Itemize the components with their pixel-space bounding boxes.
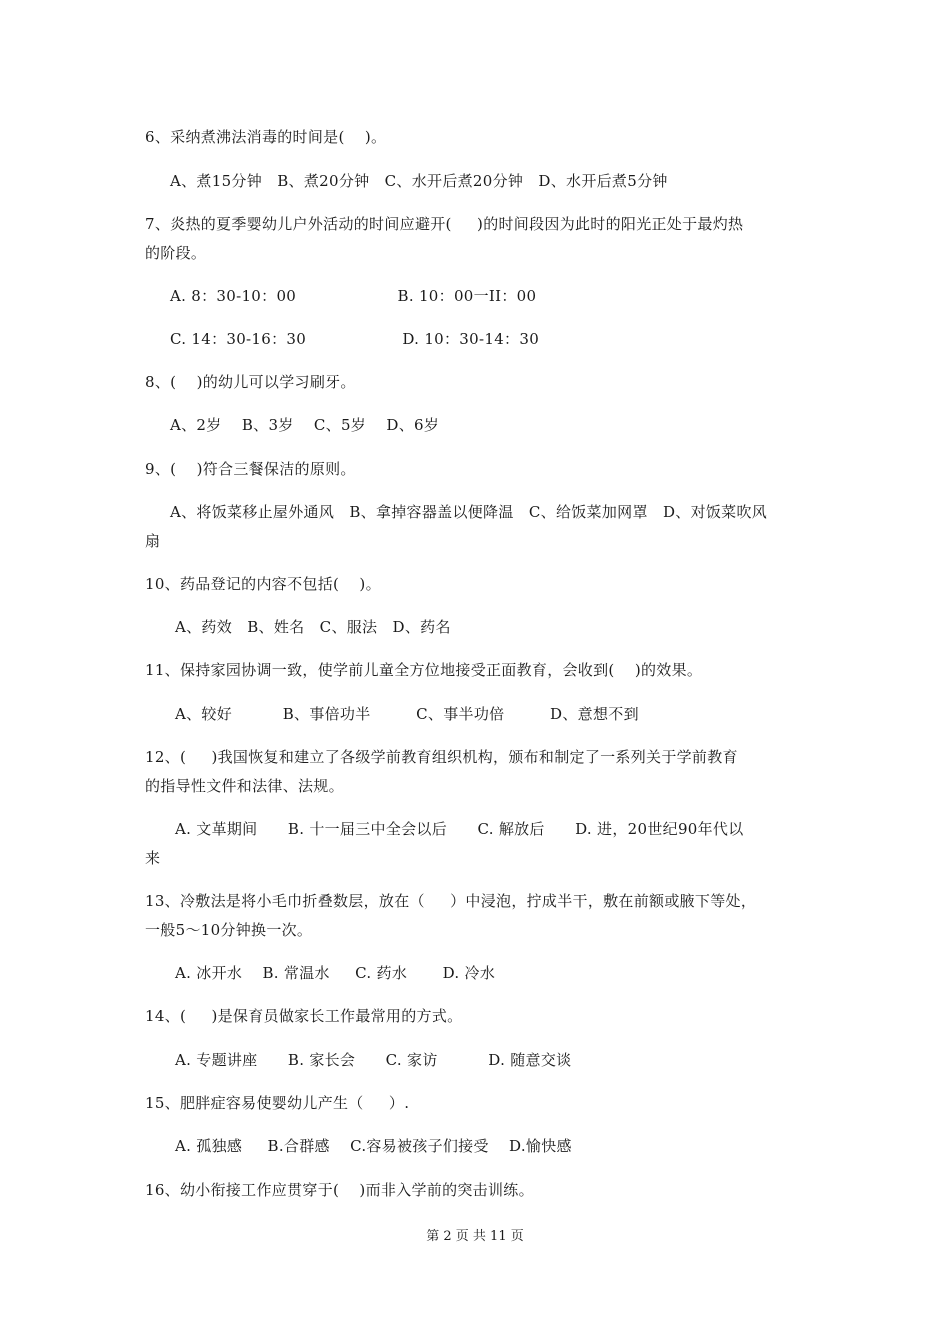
question-7-stem-line-1: 7、炎热的夏季婴幼儿户外活动的时间应避开( )的时间段因为此时的阳光正处于最灼热 <box>145 215 744 233</box>
question-14-options: A. 专题讲座 B. 家长会 C. 家访 D. 随意交谈 <box>175 1051 572 1069</box>
question-7-stem-line-2: 的阶段。 <box>145 244 207 262</box>
page-footer: 第 2 页 共 11 页 <box>426 1229 524 1244</box>
question-12-stem-line-1: 12、( )我国恢复和建立了各级学前教育组织机构，颁布和制定了一系列关于学前教育 <box>145 748 738 766</box>
question-9-options: A、将饭菜移止屋外通风 B、拿掉容器盖以便降温 C、给饭菜加网罩 D、对饭菜吹风 <box>170 503 768 521</box>
question-15-options: A. 孤独感 B.合群感 C.容易被孩子们接受 D.愉快感 <box>175 1137 572 1155</box>
question-13-stem-line-1: 13、冷敷法是将小毛巾折叠数层，放在（ ）中浸泡，拧成半干，敷在前额或腋下等处， <box>145 892 757 910</box>
question-15-stem: 15、肥胖症容易使婴幼儿产生（ ）. <box>145 1094 410 1112</box>
question-14-stem: 14、( )是保育员做家长工作最常用的方式。 <box>145 1007 463 1025</box>
question-12-stem-line-2: 的指导性文件和法律、法规。 <box>145 777 344 795</box>
question-9-stem: 9、( )符合三餐保洁的原则。 <box>145 460 356 478</box>
question-6-stem: 6、采纳煮沸法消毒的时间是( )。 <box>145 128 387 146</box>
question-9-options-wrap: 扇 <box>145 532 161 550</box>
question-10-stem: 10、药品登记的内容不包括( )。 <box>145 575 381 593</box>
question-12-options: A. 文革期间 B. 十一届三中全会以后 C. 解放后 D. 进，20世纪90年代以 <box>175 820 744 838</box>
question-13-options: A. 冰开水 B. 常温水 C. 药水 D. 冷水 <box>175 964 496 982</box>
question-8-stem: 8、( )的幼儿可以学习刷牙。 <box>145 373 356 391</box>
question-11-options: A、较好 B、事倍功半 C、事半功倍 D、意想不到 <box>175 705 639 723</box>
question-11-stem: 11、保持家园协调一致，使学前儿童全方位地接受正面教育，会收到( )的效果。 <box>145 661 703 679</box>
question-12-options-wrap: 来 <box>145 849 161 867</box>
question-6-options: A、煮15分钟 B、煮20分钟 C、水开后煮20分钟 D、水开后煮5分钟 <box>170 172 668 190</box>
question-16-stem: 16、幼小衔接工作应贯穿于( )而非入学前的突击训练。 <box>145 1181 534 1199</box>
question-8-options: A、2岁 B、3岁 C、5岁 D、6岁 <box>170 416 440 434</box>
question-13-stem-line-2: 一般5～10分钟换一次。 <box>145 921 313 939</box>
question-10-options: A、药效 B、姓名 C、服法 D、药名 <box>175 618 451 636</box>
question-7-options-row-1: A. 8：30-10：00 B. 10：00一II：00 <box>170 287 537 305</box>
question-7-options-row-2: C. 14：30-16：30 D. 10：30-14：30 <box>170 330 540 348</box>
